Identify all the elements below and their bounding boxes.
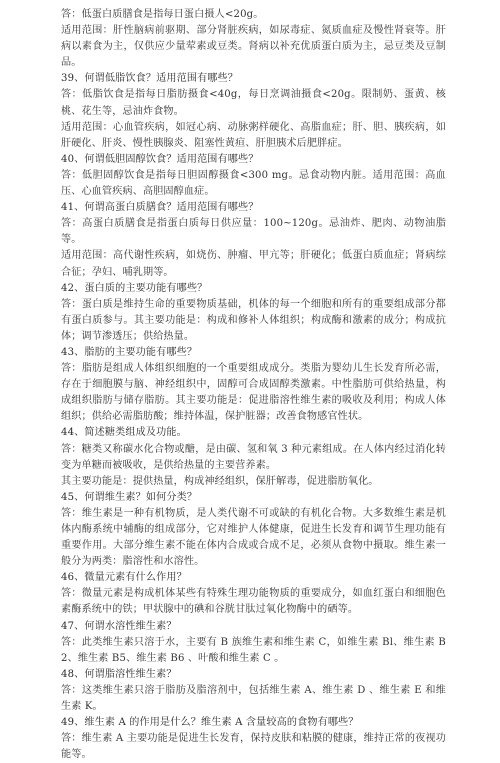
- question-42: 42、蛋白质的主要功能有哪些？: [61, 282, 208, 294]
- answer-47: 答：此类维生素只溶于水，主要有 B 族维生素和维生素 C，如维生素 Bl、维生素 B2、维生素 B5、维生素 B6 、叶酸和维生素 C 。: [61, 636, 446, 664]
- answer-41-scope: 适用范围：高代谢性疾病，如烧伤、肿瘤、甲亢等；肝硬化；低蛋白质血症；肾病综合征；孕妇、哺乳期等。: [61, 250, 446, 278]
- answer-39-definition: 答：低脂饮食是指每日脂肪摄食<40g，每日烹调油摄食<20g。限制奶、蛋黄、核桃、花生等，忌油炸食物。: [61, 89, 446, 117]
- question-49: 49、维生素 A 的作用是什么？维生素 A 含量较高的食物有哪些？: [61, 717, 359, 729]
- answer-45: 答：维生素是一种有机物质，是人类代谢不可或缺的有机化合物。大多数维生素是机体内酶系统中辅酶的组成部分，它对维护人体健康，促进生长发育和调节生理功能有重要作用。大部分维生素不能在体内合成或合成不足，必须从食物中摄取。维生素一般分为两类：脂溶性和水溶性。: [61, 507, 446, 568]
- answer-38-scope: 适用范围：肝性脑病前驱期、部分肾脏疾病，如尿毒症、氮质血症及慢性肾衰等。肝病以素食为主，仅供应少量荤素或豆类。肾病以补充优质蛋白质为主，忌豆类及豆制品。: [61, 25, 446, 69]
- answer-48: 答：这类维生素只溶于脂肪及脂溶剂中，包括维生素 A、维生素 D 、维生素 E 和维生素 K。: [61, 684, 446, 713]
- question-39: 39、何谓低脂饮食？适用范围有哪些？: [61, 73, 239, 85]
- answer-42: 答：蛋白质是维持生命的重要物质基础，机体的每一个细胞和所有的重要组成部分都有蛋白质参与。其主要功能是：构成和修补人体组织；构成酶和激素的成分；构成抗体；调节渗透压；供给热量。: [61, 298, 446, 342]
- question-45: 45、何谓维生素？如何分类？: [61, 491, 198, 503]
- question-41: 41、何谓高蛋白质膳食？适用范围有哪些？: [61, 202, 259, 214]
- question-48: 48、何谓脂溶性维生素？: [61, 668, 177, 680]
- question-40: 40、何谓低胆固醇饮食？适用范围有哪些？: [61, 153, 259, 165]
- answer-41-definition: 答：高蛋白质膳食是指蛋白质每日供应量：100~120g。忌油炸、肥肉、动物油脂等。: [61, 218, 446, 246]
- question-47: 47、何谓水溶性维生素？: [61, 620, 177, 632]
- answer-49: 答：维生素 A 主要功能是促进生长发育，保持皮肤和粘膜的健康，维持正常的夜视功能等。: [61, 733, 446, 761]
- answer-43: 答：脂肪是组成人体组织细胞的一个重要组成成分。类脂为婴幼儿生长发育所必需，存在于细胞膜与脑、神经组织中，固醇可合成固醇类激素。中性脂肪可供给热量，构成组织脂肪与储存脂肪。其主要功能是：促进脂溶性维生素的吸收及利用；构成人体组织；供给必需脂肪酸；维持体温，保护脏器；改善食物感官性状。: [61, 363, 446, 423]
- answer-39-scope: 适用范围：心血管疾病，如冠心病、动脉粥样硬化、高脂血症；肝、胆、胰疾病，如肝硬化、肝炎、慢性胰腺炎、阻塞性黄疸、肝胆胰术后肥胖症。: [61, 121, 446, 149]
- question-44: 44、简述糖类组成及功能。: [61, 427, 187, 439]
- answer-40: 答：低胆固醇饮食是指每日胆固醇摄食<300 mg。忌食动物内脏。适用范围：高血压、心血管疾病、高胆固醇血症。: [61, 169, 446, 198]
- question-43: 43、脂肪的主要功能有哪些？: [61, 346, 198, 358]
- answer-38-definition: 答：低蛋白质膳食是指每日蛋白摄人<20g。: [61, 9, 264, 20]
- answer-44-definition: 答：糖类又称碳水化合物或醣，是由碳、氢和氧 3 种元素组成。在人体内经过消化转变为单糖而被吸收，是供给热量的主要营养素。: [61, 443, 446, 471]
- answer-46: 答：微量元素是构成机体某些有特殊生理功能物质的重要成分，如血红蛋白和细胞色素酶系统中的铁；甲状腺中的碘和谷胱甘肽过氧化物酶中的硒等。: [61, 588, 446, 616]
- answer-44-functions: 其主要功能是：提供热量，构成神经组织，保肝解毒，促进脂肪氧化。: [61, 475, 379, 487]
- question-46: 46、微量元素有什么作用？: [61, 572, 187, 584]
